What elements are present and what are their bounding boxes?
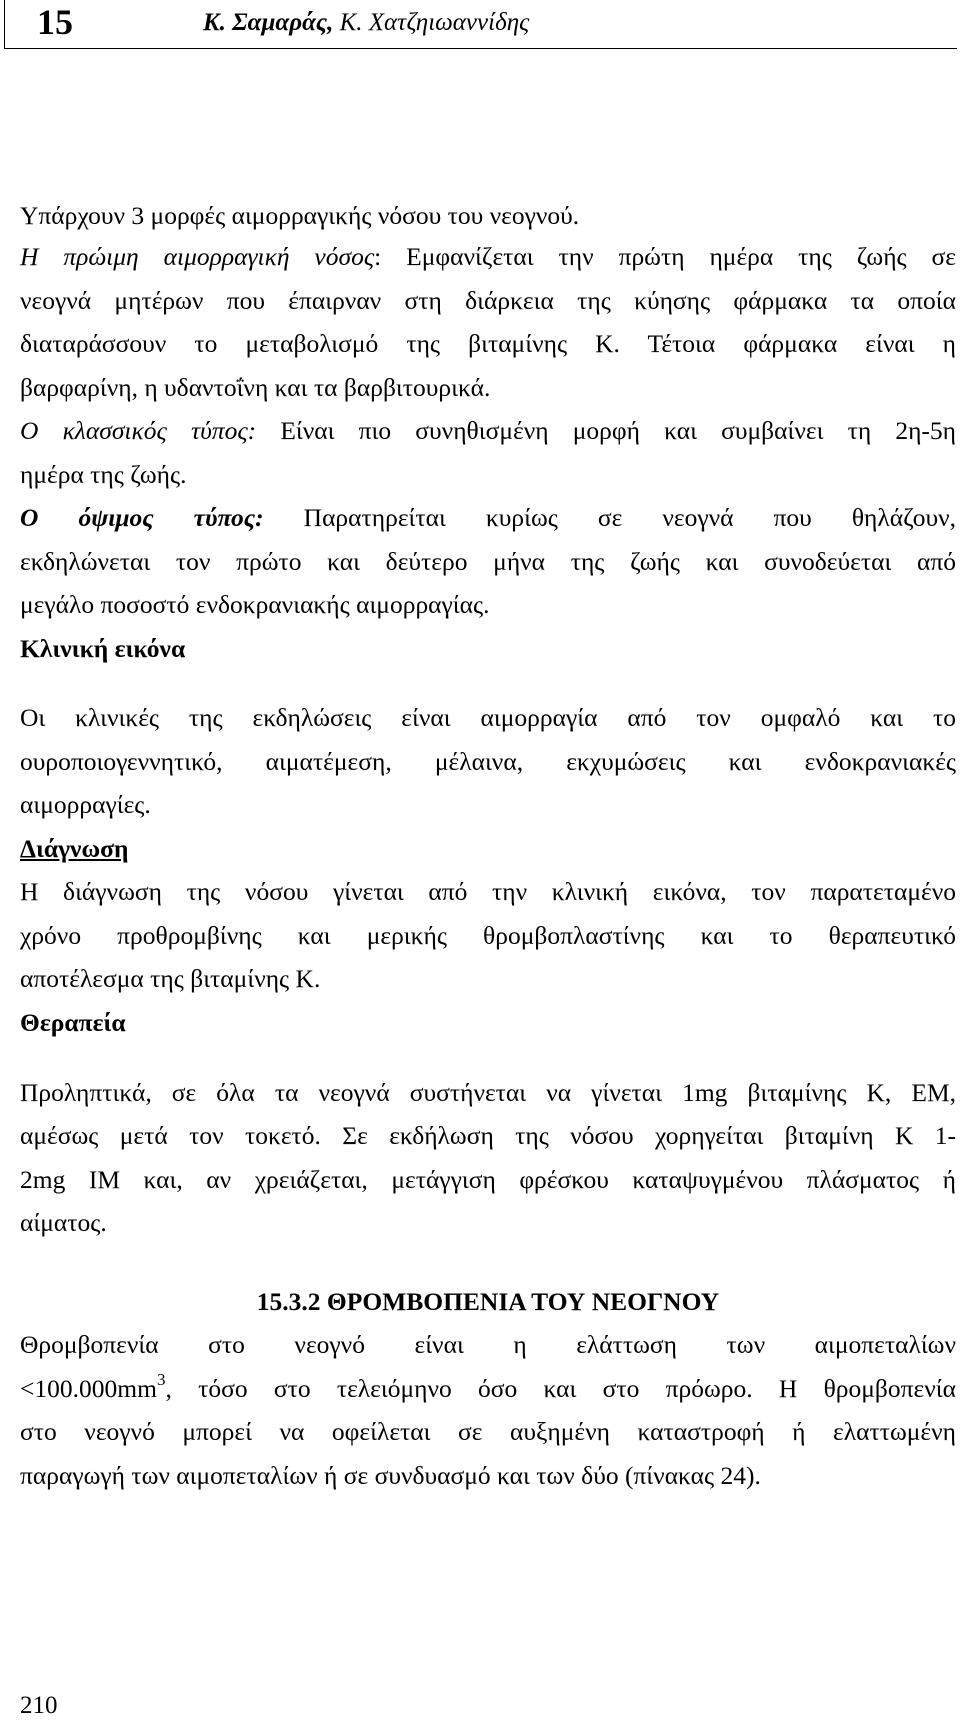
text-line: 2mg ΙΜ και, αν χρειάζεται, μετάγγιση φρέσκου καταψυγμένου πλάσματος ή	[20, 1165, 956, 1194]
text-line: Η διάγνωση της νόσου γίνεται από την κλινική εικόνα, τον παρατεταμένο	[20, 877, 956, 906]
text-line: παραγωγή των αιμοπεταλίων ή σε συνδυασμό και των δύο (πίνακας 24).	[20, 1461, 761, 1490]
text-line: στο νεογνό μπορεί να οφείλεται σε αυξημένη καταστροφή ή ελαττωμένη	[20, 1417, 956, 1446]
early-form-label: Η πρώιμη αιμορραγική νόσος	[20, 242, 375, 271]
author-samaras: Κ. Σαμαράς,	[203, 9, 334, 36]
running-header-authors	[203, 6, 529, 40]
text-line: ημέρα της ζωής.	[20, 460, 187, 489]
text-line: ουροποιογεννητικό, αιματέμεση, μέλαινα, εκχυμώσεις και ενδοκρανιακές	[20, 747, 956, 776]
text-line: αποτέλεσμα της βιταμίνης Κ.	[20, 964, 321, 993]
text-line: διαταράσσουν το μεταβολισμό της βιταμίνης Κ. Τέτοια φάρμακα είναι η	[20, 329, 956, 358]
text-line: νεογνά μητέρων που έπαιρναν στη διάρκεια της κύησης φάρμακα τα οποία	[20, 286, 956, 315]
text-line: αιμορραγίες.	[20, 790, 151, 819]
chapter-number: 15	[37, 2, 73, 42]
text-line: αίματος.	[20, 1208, 107, 1237]
text-line: βαρφαρίνη, η υδαντοΐνη και τα βαρβιτουρικά.	[20, 373, 491, 402]
text-line: αμέσως μετά τον τοκετό. Σε εκδήλωση της νόσου χορηγείται βιταμίνη Κ 1-	[20, 1121, 956, 1150]
text-line: Ο κλασσικός τύπος: Είναι πιο συνηθισμένη μορφή και συμβαίνει τη 2η-5η	[20, 416, 956, 445]
superscript-three: 3	[156, 1370, 166, 1389]
page-number-footer: 210	[20, 1692, 58, 1719]
text-line: εκδηλώνεται τον πρώτο και δεύτερο μήνα της ζωής και συνοδεύεται από	[20, 547, 956, 576]
author-chatziioannidis: Κ. Χατζηιωαννίδης	[333, 9, 530, 36]
clinical-heading: Κλινική εικόνα	[20, 634, 186, 663]
classic-form-label: Ο κλασσικός τύπος:	[20, 416, 257, 445]
therapy-heading: Θεραπεία	[20, 1008, 126, 1037]
text-line: χρόνο προθρομβίνης και μερικής θρομβοπλαστίνης και το θεραπευτικό	[20, 921, 956, 950]
text-line: $<100.000mm^3$, τόσο στο τελειόμηνο όσο και στο πρόωρο. Η θρομβοπενία	[20, 1370, 956, 1403]
section-heading: 15.3.2 ΘΡΟΜΒΟΠΕΝΙΑ ΤΟΥ ΝΕΟΓΝΟΥ	[256, 1287, 720, 1316]
diagnosis-heading: Διάγνωση	[20, 834, 129, 863]
text-line: Οι κλινικές της εκδηλώσεις είναι αιμορραγία από τον ομφαλό και το	[20, 703, 956, 732]
text-line: Η πρώιμη αιμορραγική νόσος: Εμφανίζεται την πρώτη ημέρα της ζωής σε	[20, 242, 957, 271]
text-line: Ο όψιμος τύπος: Παρατηρείται κυρίως σε νεογνά που θηλάζουν,	[20, 503, 956, 532]
running-header	[4, 0, 957, 49]
text-line: Υπάρχουν 3 μορφές αιμορραγικής νόσου του νεογνού.	[20, 201, 580, 230]
text-line: Προληπτικά, σε όλα τα νεογνά συστήνεται να γίνεται 1mg βιταμίνης Κ, ΕΜ,	[20, 1078, 956, 1107]
late-form-label: Ο όψιμος τύπος:	[20, 503, 264, 532]
text-line: μεγάλο ποσοστό ενδοκρανιακής αιμορραγίας.	[20, 590, 490, 619]
text-line: Θρομβοπενία στο νεογνό είναι η ελάττωση των αιμοπεταλίων	[20, 1330, 956, 1359]
